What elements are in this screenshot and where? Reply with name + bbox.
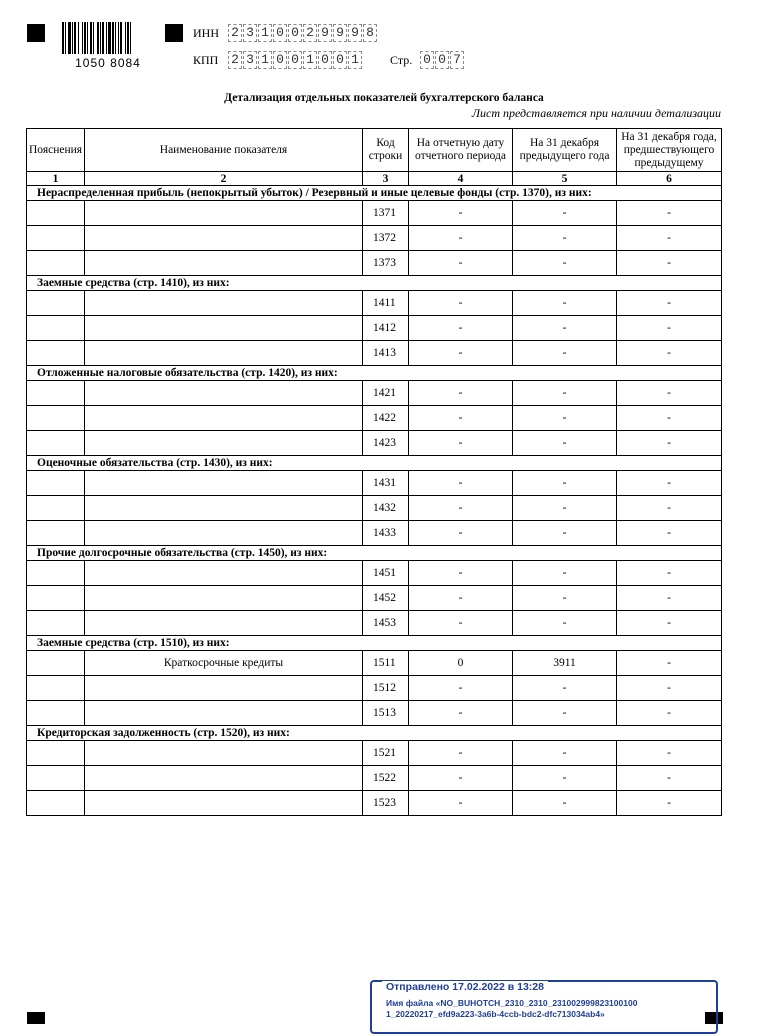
table-row [27, 741, 722, 766]
header-reporting-date: На отчетную дату отчетного периода [409, 129, 513, 172]
sent-stamp-title: Отправлено 17.02.2022 в 13:28 [382, 981, 548, 993]
prev-year-value: - [513, 791, 617, 816]
page-digit: 0 [420, 51, 434, 69]
table-row [27, 676, 722, 701]
section-title: Отложенные налоговые обязательства (стр. 1420), из них: [27, 366, 722, 381]
explanation-cell [27, 791, 85, 816]
reporting-date-value: - [409, 291, 513, 316]
year-before-prev-value: - [617, 676, 722, 701]
indicator-name-cell [85, 431, 363, 456]
table-row [27, 766, 722, 791]
reporting-date-value: - [409, 611, 513, 636]
table-row [27, 201, 722, 226]
section-header-row [27, 456, 722, 471]
barcode-bar [78, 22, 79, 54]
column-number: 6 [617, 172, 722, 186]
explanation-cell [27, 651, 85, 676]
inn-field [228, 24, 378, 42]
reporting-date-value: - [409, 381, 513, 406]
explanation-cell [27, 701, 85, 726]
kpp-digit: 3 [243, 51, 257, 69]
table-row [27, 251, 722, 276]
indicator-name-cell [85, 406, 363, 431]
line-code-cell: 1411 [363, 291, 409, 316]
reporting-date-value: - [409, 431, 513, 456]
indicator-name-cell [85, 586, 363, 611]
line-code-cell: 1423 [363, 431, 409, 456]
indicator-name-cell [85, 496, 363, 521]
barcode-bar [106, 22, 107, 54]
inn-digit: 9 [348, 24, 362, 42]
year-before-prev-value: - [617, 586, 722, 611]
reporting-date-value: - [409, 471, 513, 496]
year-before-prev-value: - [617, 431, 722, 456]
prev-year-value: - [513, 381, 617, 406]
reporting-date-value: - [409, 496, 513, 521]
reporting-date-value: - [409, 521, 513, 546]
section-title: Заемные средства (стр. 1410), из них: [27, 276, 722, 291]
reporting-date-value: - [409, 226, 513, 251]
line-code-cell: 1413 [363, 341, 409, 366]
section-title: Нераспределенная прибыль (непокрытый убыток) / Резервный и иные целевые фонды (стр. 1370), из них: [27, 186, 722, 201]
year-before-prev-value: - [617, 341, 722, 366]
inn-digit: 3 [243, 24, 257, 42]
prev-year-value: - [513, 701, 617, 726]
explanation-cell [27, 381, 85, 406]
header-indicator-name: Наименование показателя [85, 129, 363, 172]
corner-marker-bottom-left [27, 1012, 45, 1024]
table-row [27, 701, 722, 726]
explanation-cell [27, 226, 85, 251]
file-name-label: Имя файла [386, 998, 434, 1008]
barcode-bar [125, 22, 126, 54]
kpp-digit: 0 [288, 51, 302, 69]
prev-year-value: - [513, 741, 617, 766]
prev-year-value: - [513, 316, 617, 341]
header-prev-year: На 31 декабря предыдущего года [513, 129, 617, 172]
line-code-cell: 1512 [363, 676, 409, 701]
barcode-bar [62, 22, 64, 54]
file-name-value: «NO_BUHOTCH_2310_2310_231002999823100100​1_20220217_efd9a223-3a6b-4ccb-bdc2-dfc713034ab4» [386, 998, 638, 1019]
year-before-prev-value: - [617, 791, 722, 816]
reporting-date-value: - [409, 341, 513, 366]
barcode-bar [84, 22, 86, 54]
indicator-name-cell [85, 791, 363, 816]
year-before-prev-value: - [617, 741, 722, 766]
inn-digit: 9 [318, 24, 332, 42]
reporting-date-value: - [409, 766, 513, 791]
year-before-prev-value: - [617, 496, 722, 521]
table-row [27, 586, 722, 611]
table-row [27, 611, 722, 636]
barcode-bar [97, 22, 99, 54]
indicator-name-cell [85, 701, 363, 726]
kpp-digit: 0 [273, 51, 287, 69]
reporting-date-value: - [409, 201, 513, 226]
column-number: 1 [27, 172, 85, 186]
explanation-cell [27, 521, 85, 546]
prev-year-value: - [513, 586, 617, 611]
explanation-cell [27, 406, 85, 431]
explanation-cell [27, 251, 85, 276]
table-row [27, 561, 722, 586]
reporting-date-value: - [409, 406, 513, 431]
kpp-digit: 1 [303, 51, 317, 69]
column-number: 3 [363, 172, 409, 186]
section-header-row [27, 726, 722, 741]
table-row [27, 431, 722, 456]
inn-digit: 8 [363, 24, 377, 42]
indicator-name-cell [85, 766, 363, 791]
page-subtitle: Лист представляется при наличии детализации [471, 106, 721, 120]
year-before-prev-value: - [617, 471, 722, 496]
year-before-prev-value: - [617, 611, 722, 636]
line-code-cell: 1432 [363, 496, 409, 521]
year-before-prev-value: - [617, 226, 722, 251]
barcode-bar [127, 22, 129, 54]
reporting-date-value: 0 [409, 651, 513, 676]
barcode-bar [74, 22, 76, 54]
inn-digit: 2 [303, 24, 317, 42]
barcode-bar [87, 22, 88, 54]
reporting-date-value: - [409, 316, 513, 341]
prev-year-value: - [513, 226, 617, 251]
section-title: Кредиторская задолженность (стр. 1520), из них: [27, 726, 722, 741]
indicator-name-cell: Краткосрочные кредиты [85, 651, 363, 676]
page-label: Стр. [390, 53, 413, 67]
section-title: Заемные средства (стр. 1510), из них: [27, 636, 722, 651]
prev-year-value: - [513, 611, 617, 636]
year-before-prev-value: - [617, 766, 722, 791]
explanation-cell [27, 586, 85, 611]
line-code-cell: 1452 [363, 586, 409, 611]
year-before-prev-value: - [617, 201, 722, 226]
line-code-cell: 1421 [363, 381, 409, 406]
barcode-bar [72, 22, 73, 54]
header-year-before-prev: На 31 декабря года, предшествующего предыдущему [617, 129, 722, 172]
barcode-bar [112, 22, 114, 54]
corner-marker-top-left [27, 24, 45, 42]
prev-year-value: - [513, 406, 617, 431]
indicator-name-cell [85, 676, 363, 701]
barcode-bar [100, 22, 101, 54]
line-code-cell: 1433 [363, 521, 409, 546]
table-row [27, 521, 722, 546]
prev-year-value: - [513, 561, 617, 586]
section-header-row [27, 546, 722, 561]
year-before-prev-value: - [617, 316, 722, 341]
inn-digit: 2 [228, 24, 242, 42]
explanation-cell [27, 676, 85, 701]
table-row [27, 341, 722, 366]
kpp-label: КПП [193, 53, 219, 67]
year-before-prev-value: - [617, 406, 722, 431]
table-row [27, 791, 722, 816]
year-before-prev-value: - [617, 701, 722, 726]
indicator-name-cell [85, 521, 363, 546]
line-code-cell: 1521 [363, 741, 409, 766]
table-row [27, 316, 722, 341]
explanation-cell [27, 431, 85, 456]
kpp-field [228, 51, 363, 69]
prev-year-value: - [513, 676, 617, 701]
line-code-cell: 1511 [363, 651, 409, 676]
header-line-code: Код строки [363, 129, 409, 172]
inn-digit: 1 [258, 24, 272, 42]
sent-stamp-file [386, 998, 710, 1020]
explanation-cell [27, 341, 85, 366]
line-code-cell: 1371 [363, 201, 409, 226]
indicator-name-cell [85, 201, 363, 226]
inn-digit: 9 [333, 24, 347, 42]
table-row [27, 406, 722, 431]
reporting-date-value: - [409, 701, 513, 726]
line-code-cell: 1412 [363, 316, 409, 341]
prev-year-value: - [513, 521, 617, 546]
inn-label: ИНН [193, 26, 219, 40]
year-before-prev-value: - [617, 561, 722, 586]
year-before-prev-value: - [617, 251, 722, 276]
page-digit: 7 [450, 51, 464, 69]
prev-year-value: - [513, 496, 617, 521]
kpp-digit: 2 [228, 51, 242, 69]
barcode-bar [90, 22, 92, 54]
reporting-date-value: - [409, 561, 513, 586]
indicator-name-cell [85, 471, 363, 496]
column-number: 5 [513, 172, 617, 186]
section-title: Оценочные обязательства (стр. 1430), из них: [27, 456, 722, 471]
prev-year-value: - [513, 471, 617, 496]
explanation-cell [27, 201, 85, 226]
indicator-name-cell [85, 226, 363, 251]
page-digit: 0 [435, 51, 449, 69]
prev-year-value: - [513, 251, 617, 276]
section-header-row [27, 366, 722, 381]
page-number-field [420, 51, 465, 69]
explanation-cell [27, 471, 85, 496]
line-code-cell: 1373 [363, 251, 409, 276]
prev-year-value: - [513, 766, 617, 791]
explanation-cell [27, 766, 85, 791]
barcode-bar [102, 22, 104, 54]
header-explanations: Пояснения [27, 129, 85, 172]
indicator-name-cell [85, 611, 363, 636]
prev-year-value: 3911 [513, 651, 617, 676]
section-header-row [27, 276, 722, 291]
table-row [27, 651, 722, 676]
reporting-date-value: - [409, 741, 513, 766]
kpp-digit: 1 [258, 51, 272, 69]
indicator-name-cell [85, 741, 363, 766]
inn-digit: 0 [288, 24, 302, 42]
barcode-bar [65, 22, 66, 54]
line-code-cell: 1422 [363, 406, 409, 431]
kpp-digit: 1 [348, 51, 362, 69]
explanation-cell [27, 316, 85, 341]
barcode-bar [115, 22, 116, 54]
prev-year-value: - [513, 431, 617, 456]
section-header-row [27, 186, 722, 201]
indicator-name-cell [85, 341, 363, 366]
column-number: 2 [85, 172, 363, 186]
explanation-cell [27, 561, 85, 586]
kpp-digit: 0 [333, 51, 347, 69]
page-title: Детализация отдельных показателей бухгалтерского баланса [224, 92, 544, 104]
indicator-name-cell [85, 291, 363, 316]
section-header-row [27, 636, 722, 651]
line-code-cell: 1523 [363, 791, 409, 816]
prev-year-value: - [513, 291, 617, 316]
column-number: 4 [409, 172, 513, 186]
barcode-bar [120, 22, 122, 54]
line-code-cell: 1453 [363, 611, 409, 636]
reporting-date-value: - [409, 791, 513, 816]
indicator-name-cell [85, 251, 363, 276]
explanation-cell [27, 291, 85, 316]
table-row [27, 291, 722, 316]
indicator-name-cell [85, 316, 363, 341]
barcode-bar [93, 22, 94, 54]
barcode-bar [130, 22, 131, 54]
inn-digit: 0 [273, 24, 287, 42]
kpp-digit: 0 [318, 51, 332, 69]
year-before-prev-value: - [617, 651, 722, 676]
line-code-cell: 1451 [363, 561, 409, 586]
table-row [27, 496, 722, 521]
reporting-date-value: - [409, 586, 513, 611]
line-code-cell: 1513 [363, 701, 409, 726]
barcode-bar [118, 22, 119, 54]
explanation-cell [27, 741, 85, 766]
section-title: Прочие долгосрочные обязательства (стр. 1450), из них: [27, 546, 722, 561]
line-code-cell: 1431 [363, 471, 409, 496]
line-code-cell: 1522 [363, 766, 409, 791]
table-row [27, 471, 722, 496]
sent-stamp [370, 980, 718, 1034]
year-before-prev-value: - [617, 291, 722, 316]
barcode-bar [108, 22, 111, 54]
reporting-date-value: - [409, 251, 513, 276]
indicator-name-cell [85, 561, 363, 586]
prev-year-value: - [513, 201, 617, 226]
prev-year-value: - [513, 341, 617, 366]
explanation-cell [27, 496, 85, 521]
reporting-date-value: - [409, 676, 513, 701]
line-code-cell: 1372 [363, 226, 409, 251]
year-before-prev-value: - [617, 381, 722, 406]
year-before-prev-value: - [617, 521, 722, 546]
barcode-number: 1050 8084 [75, 56, 141, 70]
table-row [27, 226, 722, 251]
barcode-bar [68, 22, 71, 54]
barcode-bar [82, 22, 83, 54]
corner-marker-top-center [165, 24, 183, 42]
detail-table [26, 128, 722, 816]
explanation-cell [27, 611, 85, 636]
indicator-name-cell [85, 381, 363, 406]
table-row [27, 381, 722, 406]
